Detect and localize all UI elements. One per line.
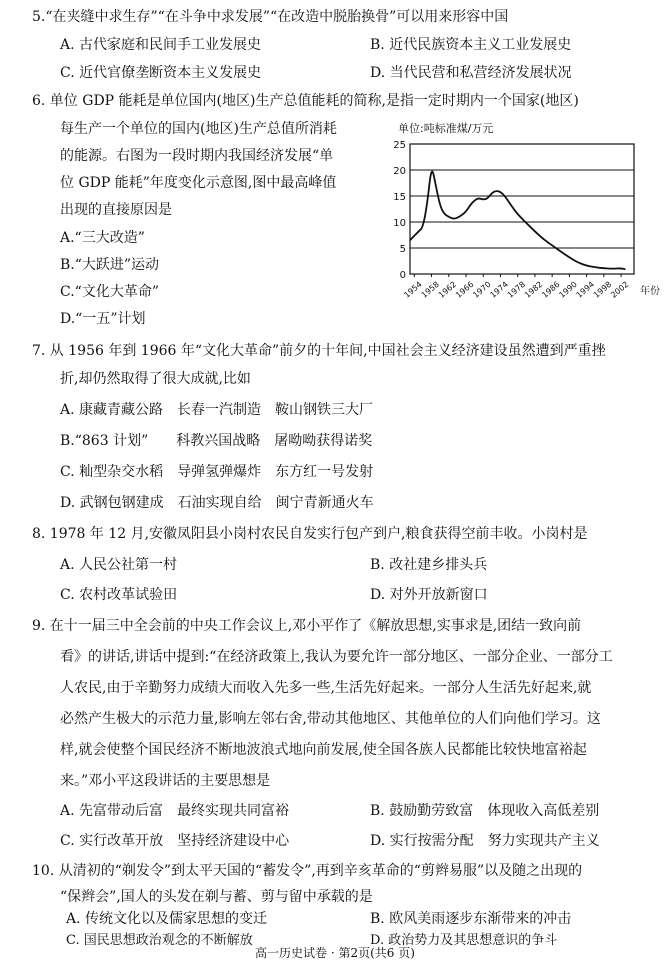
q9-option-d: D. 实行按需分配 努力实现共产主义 xyxy=(370,833,600,849)
q5-option-c: C. 近代官僚垄断资本主义发展史 xyxy=(60,65,262,81)
x-tick-label: 1978 xyxy=(505,279,528,300)
y-tick-label: 5 xyxy=(399,244,406,255)
q10-option-c: C. 国民思想政治观念的不断解放 xyxy=(66,933,253,948)
x-tick-label: 1962 xyxy=(436,279,459,300)
q9-option-a: A. 先富带动后富 最终实现共同富裕 xyxy=(60,803,290,819)
y-tick-label: 15 xyxy=(393,192,406,203)
q6-stem-line-5: 出现的直接原因是 xyxy=(60,202,172,218)
q9-stem-line-5: 样,就会使整个国民经济不断地波浪式地向前发展,使全国各族人民都能比较快地富裕起 xyxy=(60,742,587,758)
q6-stem-line-2: 每生产一个单位的国内(地区)生产总值所消耗 xyxy=(60,121,337,137)
q6-option-b: B.“大跃进”运动 xyxy=(60,257,160,273)
plot-frame xyxy=(410,144,634,274)
x-axis-label: 年份 xyxy=(640,286,660,297)
q9-option-c: C. 实行改革开放 坚持经济建设中心 xyxy=(60,833,290,849)
q10-option-a: A. 传统文化以及儒家思想的变迁 xyxy=(66,911,268,927)
q7-stem-line-2: 折,却仍然取得了很大成就,比如 xyxy=(60,371,251,387)
x-tick-label: 1990 xyxy=(557,279,579,300)
q10-stem-line-1: 10. 从清初的“剃发令”到太平天国的“蓄发令”,再到辛亥革命的“剪辫易服”以及随之出现的 xyxy=(32,863,583,879)
x-tick-label: 1998 xyxy=(591,279,614,300)
x-tick-label: 1954 xyxy=(402,279,424,300)
y-tick-label: 20 xyxy=(393,166,406,177)
q6-stem-line-3: 的能源。右图为一段时期内我国经济发展“单 xyxy=(60,148,334,164)
x-tick-label: 1958 xyxy=(419,279,441,300)
q8-option-d: D. 对外开放新窗口 xyxy=(370,587,488,603)
q9-stem-line-2: 看》的讲话,讲话中提到:“在经济政策上,我认为要允许一部分地区、一部分企业、一部分工 xyxy=(60,649,613,665)
q9-stem-line-4: 必然产生极大的示范力量,影响左邻右舍,带动其他地区、其他单位的人们向他们学习。这 xyxy=(60,711,601,727)
x-tick-label: 1966 xyxy=(454,279,476,300)
y-tick-label: 10 xyxy=(393,218,406,229)
energy-consumption-chart xyxy=(384,118,668,300)
x-tick-label: 1974 xyxy=(488,279,510,300)
q6-stem-line-4: 位 GDP 能耗”年度变化示意图,图中最高峰值 xyxy=(60,175,337,191)
x-tick-label: 1994 xyxy=(574,279,597,300)
q10-option-b: B. 欧风美雨逐步东渐带来的冲击 xyxy=(370,911,572,927)
q6-option-a: A.“三大改造” xyxy=(60,230,145,246)
q10-stem-line-2: “保辫会”,国人的头发在剃与蓄、剪与留中承载的是 xyxy=(60,889,373,905)
q10-option-d: D. 政治势力及其思想意识的争斗 xyxy=(370,933,558,948)
q7-option-a: A. 康藏青藏公路 长春一汽制造 鞍山钢铁三大厂 xyxy=(60,402,374,418)
q9-stem-line-1: 9. 在十一届三中全会前的中央工作会议上,邓小平作了《解放思想,实事求是,团结一致向前 xyxy=(32,618,582,634)
q8-option-a: A. 人民公社第一村 xyxy=(60,557,178,573)
q6-stem-line-1: 6. 单位 GDP 能耗是单位国内(地区)生产总值能耗的简称,是指一定时期内一个国家(地区) xyxy=(32,93,579,109)
q5-stem: 5.“在夹缝中求生存”“在斗争中求发展”“在改造中脱胎换骨”可以用来形容中国 xyxy=(32,9,509,25)
q5-option-a: A. 古代家庭和民间手工业发展史 xyxy=(60,37,262,53)
chart-title: 单位:吨标准煤/万元 xyxy=(398,122,494,135)
x-tick-label: 1982 xyxy=(522,279,545,300)
x-tick-label: 1970 xyxy=(471,279,493,300)
q7-option-c: C. 籼型杂交水稻 导弹氢弹爆炸 东方红一号发射 xyxy=(60,464,374,480)
q8-option-c: C. 农村改革试验田 xyxy=(60,587,178,603)
q6-option-d: D.“一五”计划 xyxy=(60,311,146,327)
y-tick-label: 25 xyxy=(393,140,406,151)
x-tick-label: 1986 xyxy=(540,279,562,300)
q5-option-b: B. 近代民族资本主义工业发展史 xyxy=(370,37,572,53)
q5-option-d: D. 当代民营和私营经济发展状况 xyxy=(370,65,572,81)
q8-stem: 8. 1978 年 12 月,安徽凤阳县小岗村农民自发实行包产到户,粮食获得空前丰收。小岗村是 xyxy=(32,526,588,542)
x-tick-label: 2002 xyxy=(609,279,631,300)
q9-stem-line-6: 来。”邓小平这段讲话的主要思想是 xyxy=(60,773,271,789)
q7-option-d: D. 武钢包钢建成 石油实现自给 闽宁青新通火车 xyxy=(60,495,374,511)
q8-option-b: B. 改社建乡排头兵 xyxy=(370,557,488,573)
q6-option-c: C.“文化大革命” xyxy=(60,284,159,300)
y-tick-label: 0 xyxy=(399,270,406,281)
q9-stem-line-3: 人农民,由于辛勤努力成绩大而收入先多一些,生活先好起来。一部分人生活先好起来,就 xyxy=(60,680,592,696)
q7-stem-line-1: 7. 从 1956 年到 1966 年“文化大革命”前夕的十年间,中国社会主义经济建设虽然遭到严重挫 xyxy=(32,343,606,359)
q9-option-b: B. 鼓励勤劳致富 体现收入高低差别 xyxy=(370,803,600,819)
q7-option-b: B.“863 计划” 科教兴国战略 屠呦呦获得诺奖 xyxy=(60,433,373,449)
series-line xyxy=(410,172,625,270)
page-footer: 高一历史试卷 · 第2页(共6 页) xyxy=(255,946,415,960)
